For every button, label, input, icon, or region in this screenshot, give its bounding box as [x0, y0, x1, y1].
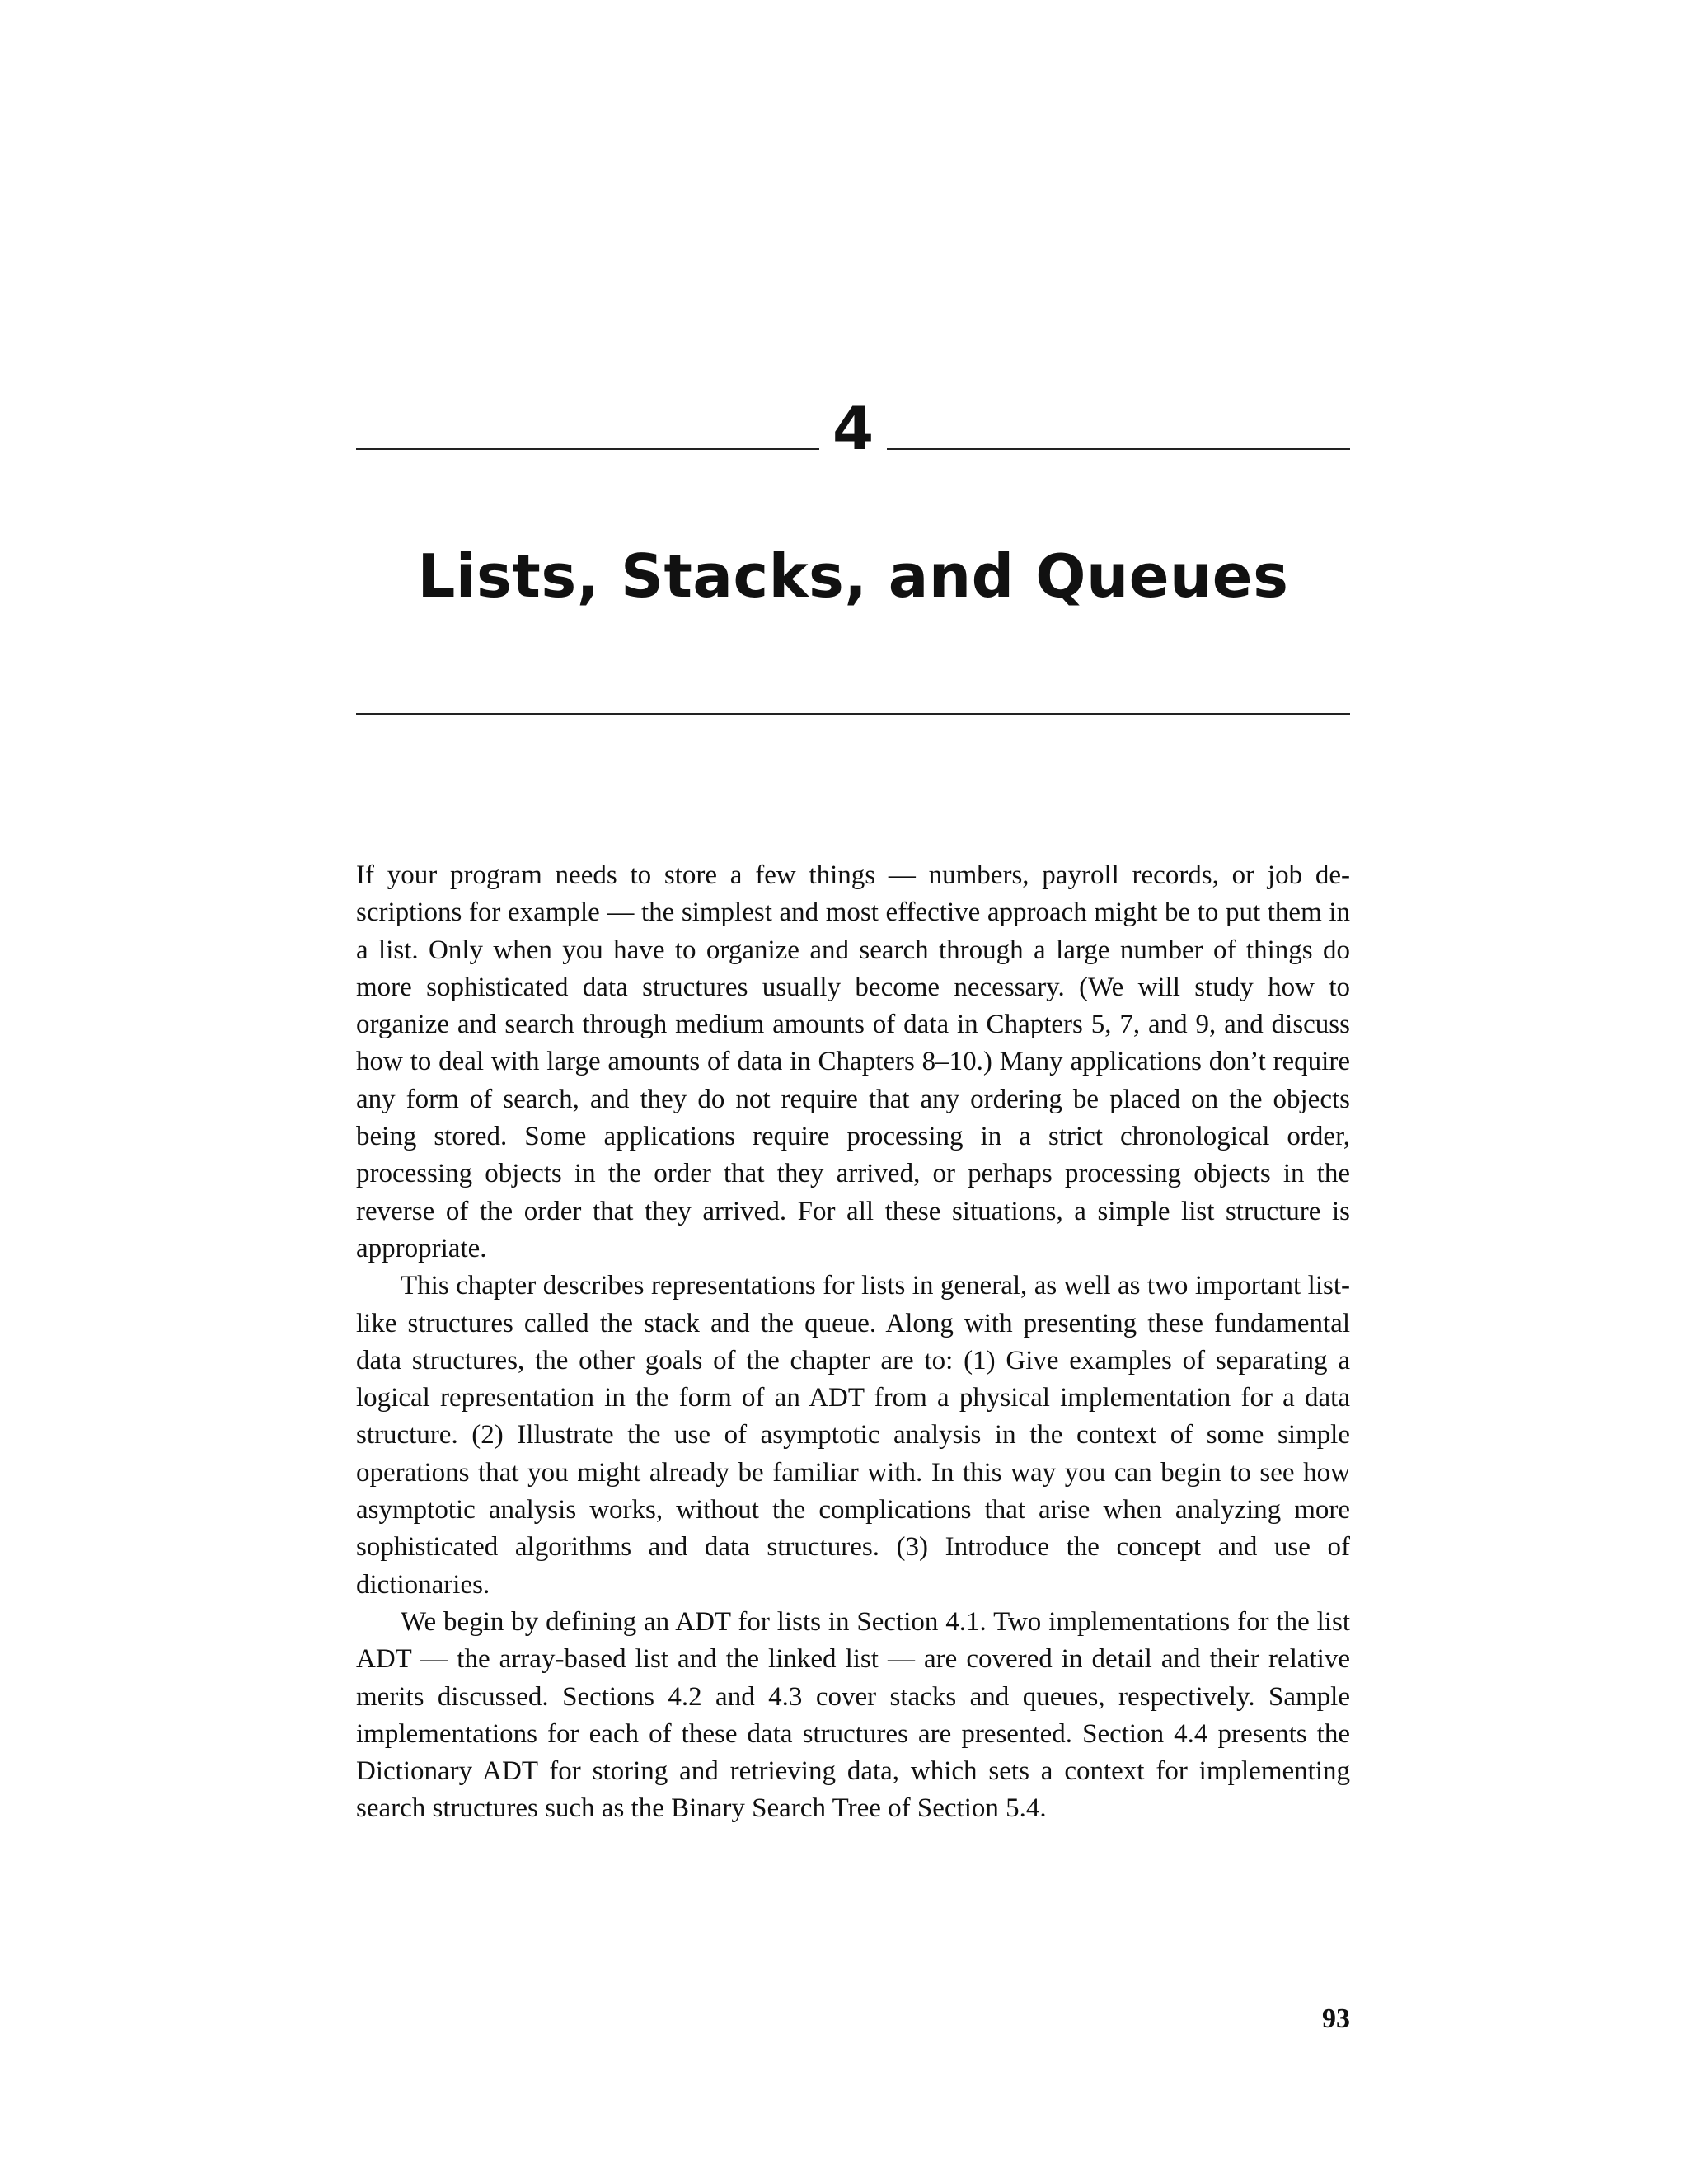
chapter-header — [356, 394, 1350, 463]
chapter-number: 4 — [832, 394, 874, 463]
chapter-title: Lists, Stacks, and Queues — [417, 541, 1289, 611]
title-rule — [356, 713, 1350, 715]
chapter-rule-left — [356, 448, 819, 450]
body-text — [356, 857, 1350, 1828]
paragraph-overview: We begin by defining an ADT for lists in Section 4.1. Two implementations for the list ADT — the array-based list and the linked list — are covered in detail and their relative merits discussed. Sections 4.2 and 4.3 cover stacks and queues, respectively. Sample implementations for each of these data structures are presented. Section 4.4 presents the Dictionary ADT for storing and retrieving data, which sets a context for implementing search structures such as the Binary Search Tree of Section 5.4. — [356, 1606, 1350, 1824]
page-number: 93 — [1322, 2004, 1350, 2034]
chapter-rule-right — [887, 448, 1350, 450]
paragraph-goals: This chapter describes representations for lists in general, as well as two important list-like structures called the stack and the queue. Along with presenting these fundamental data structures, the other goals of the chapter are to: (1) Give examples of separating a logical representation in the form of an ADT from a physical implementation for a data structure. (2) Illustrate the use of asymptotic analysis in the context of some simple operations that you might already be familiar with. In this way you can begin to see how asymptotic analysis works, without the complications that arise when analyzing more sophisticated algorithms and data structures. (3) Introduce the concept and use of dictionaries. — [356, 1271, 1350, 1600]
paragraph-intro: If your program needs to store a few things — numbers, payroll records, or job descriptions for example — the simplest and most effective approach might be to put them in a list. Only when you have to organize and search through a large number of things do more sophisticated data structures usually become necessary. (We will study how to organize and search through medium amounts of data in Chapters 5, 7, and 9, and discuss how to deal with large amounts of data in Chapters 8–10.) Many applications don’t require any form of search, and they do not require that any ordering be placed on the objects being stored. Some applications require processing in a strict chronological order, processing objects in the order that they arrived, or perhaps processing objects in the reverse of the order that they arrived. For all these situations, a simple list structure is appropriate. — [356, 860, 1350, 1263]
